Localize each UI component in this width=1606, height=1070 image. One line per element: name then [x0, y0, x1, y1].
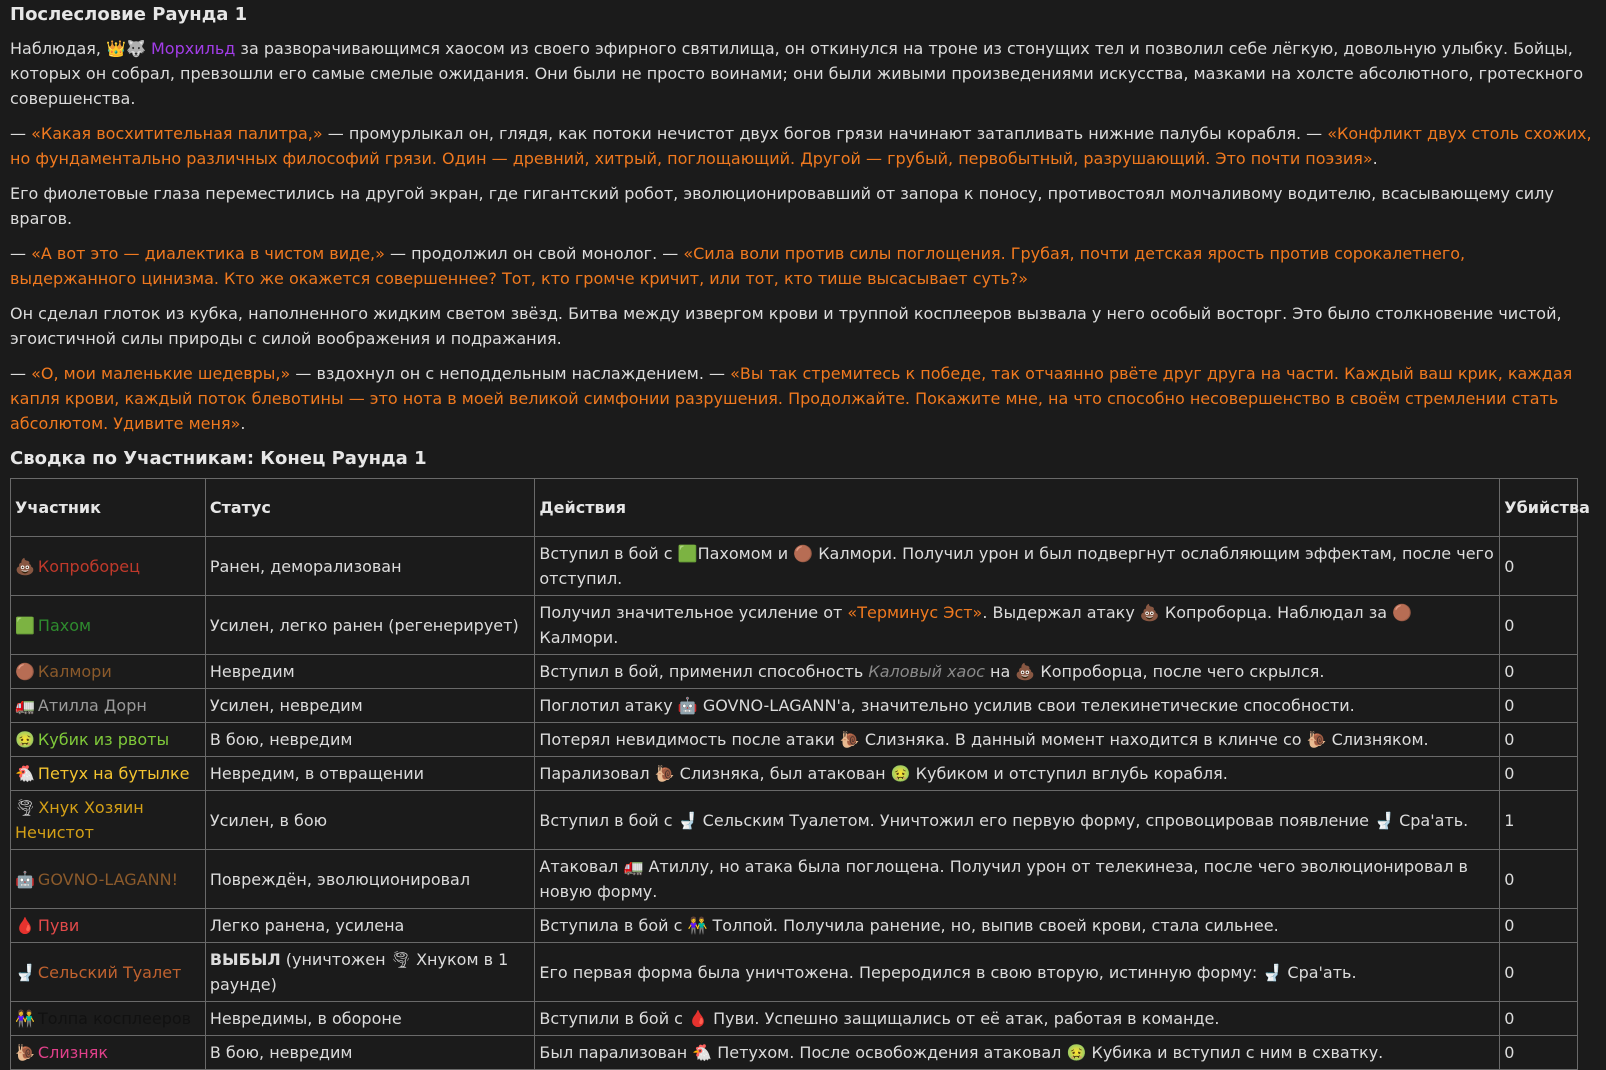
- participant-cell: [11, 1002, 206, 1036]
- table-row: [11, 689, 1578, 723]
- participant-cell: [11, 791, 206, 850]
- status-cell: [205, 943, 535, 1002]
- participant-cell: [11, 723, 206, 757]
- participant-name: Пуви: [37, 916, 80, 935]
- toilet-icon: 🚽: [15, 962, 35, 982]
- actions-cell: Вступил в бой с 🚽 Сельским Туалетом. Уничтожил его первую форму, спровоцировав появление 🚽 Сра'ать.: [535, 791, 1500, 850]
- actions-cell: Поглотил атаку 🤖 GOVNO-LAGANN'а, значительно усилив свои телекинетические способности.: [535, 689, 1500, 723]
- p2-quote-2: «Конфликт двух столь схожих, но фундаментально различных философий грязи. Один — древний, хитрый, поглощающий. Другой — грубый, первобытный, разрушающий. Это почти поэзия»: [10, 124, 1592, 168]
- table-row: [11, 850, 1578, 909]
- actions-cell: Атаковал 🚛 Атиллу, но атака была поглощена. Получил урон от телекинеза, после чего эволюционировал в новую форму.: [535, 850, 1500, 909]
- table-row: [11, 655, 1578, 689]
- table-row: [11, 596, 1578, 655]
- kills-cell: 0: [1500, 1036, 1578, 1070]
- tornado-icon: 🌪: [15, 798, 36, 817]
- p2-quote-1: «Какая восхитительная палитра,»: [31, 124, 323, 143]
- p4-quote-1: «А вот это — диалектика в чистом виде,»: [31, 244, 385, 263]
- kills-cell: 0: [1500, 943, 1578, 1002]
- status-cell: Повреждён, эволюционировал: [205, 850, 535, 909]
- participant-cell: [11, 537, 206, 596]
- snail-icon: 🐌: [15, 1043, 35, 1062]
- participant-cell: [11, 757, 206, 791]
- actions-text: на 💩 Копроборца, после чего скрылся.: [984, 662, 1325, 681]
- actions-text: Вступил в бой, применил способность: [539, 662, 869, 681]
- table-header-row: [11, 479, 1578, 537]
- kills-cell: 1: [1500, 791, 1578, 850]
- paragraph-6: [10, 361, 1596, 436]
- actions-text: Получил значительное усиление от: [539, 603, 848, 622]
- p6-text: — вздохнул он с неподдельным наслаждением. —: [290, 364, 731, 383]
- participant-name: Сельский Туалет: [37, 962, 182, 982]
- kills-cell: 0: [1500, 909, 1578, 943]
- actions-text: . Выдержал атаку 💩 Копроборца. Наблюдал за 🟤 Калмори.: [539, 603, 1413, 647]
- participant-name: Петух на бутылке: [37, 764, 190, 783]
- participant-name: GOVNO-LAGANN!: [37, 869, 178, 889]
- green-square-icon: 🟩: [15, 615, 35, 635]
- kills-cell: 0: [1500, 689, 1578, 723]
- paragraph-2: [10, 121, 1596, 171]
- p4-quote-2: «Сила воли против силы поглощения. Грубая, почти детская ярость против сорокалетнего, выдержанного цинизма. Кто же окажется совершеннее? Тот, кто громче кричит, или тот, кто тише высасывает суть?»: [10, 244, 1466, 288]
- poop-icon: 💩: [15, 556, 35, 576]
- kills-cell: 0: [1500, 757, 1578, 791]
- actions-cell: Был парализован 🐔 Петухом. После освобождения атаковал 🤢 Кубика и вступил с ним в схватку.: [535, 1036, 1500, 1070]
- status-cell: Усилен, легко ранен (регенерирует): [205, 596, 535, 655]
- participant-cell: [11, 655, 206, 689]
- truck-icon: 🚛: [15, 696, 35, 715]
- blood-drop-icon: 🩸: [15, 916, 35, 935]
- afterword-heading: Послесловие Раунда 1: [10, 4, 248, 25]
- p1-text-b: за разворачивающимся хаосом из своего эфирного святилища, он откинулся на троне из стонущих тел и позволил себе лёгкую, довольную улыбку. Бойцы, которых он собрал, превзошли его самые смелые ожидания. Они были не просто воинами; они были живыми произведениями искусства, мазками на холсте абсолютного, гротескного совершенства.: [10, 39, 1584, 108]
- p6-end: .: [240, 414, 246, 433]
- table-row: [11, 943, 1578, 1002]
- participant-name: Хнук Хозяин Нечистот: [15, 798, 144, 842]
- table-row: [11, 723, 1578, 757]
- actions-cell: [535, 655, 1500, 689]
- paragraph-3: Его фиолетовые глаза переместились на другой экран, где гигантский робот, эволюционировавший от запора к поносу, противостоял молчаливому водителю, всасывающему силу врагов.: [10, 184, 1554, 228]
- paragraph-1: [10, 36, 1596, 111]
- status-cell: В бою, невредим: [205, 1036, 535, 1070]
- table-row: [11, 1002, 1578, 1036]
- actions-cell: Вступили в бой с 🩸 Пуви. Успешно защищались от её атак, работая в команде.: [535, 1002, 1500, 1036]
- p2-dash: —: [10, 124, 32, 143]
- participant-cell: [11, 909, 206, 943]
- kills-cell: 0: [1500, 723, 1578, 757]
- kills-cell: 0: [1500, 596, 1578, 655]
- couple-icon: 👫: [15, 1009, 35, 1028]
- status-cell: Усилен, в бою: [205, 791, 535, 850]
- header-status: Статус: [205, 479, 535, 537]
- table-row: [11, 909, 1578, 943]
- eliminated-label: ВЫБЫЛ: [209, 950, 281, 969]
- p6-quote-1: «О, мои маленькие шедевры,»: [31, 364, 291, 383]
- table-row: [11, 1036, 1578, 1070]
- status-cell: Невредим, в отвращении: [205, 757, 535, 791]
- status-cell: В бою, невредим: [205, 723, 535, 757]
- p2-end: .: [1372, 149, 1378, 168]
- rooster-icon: 🐔: [15, 764, 35, 783]
- header-participant: Участник: [11, 479, 206, 537]
- actions-cell: Вступил в бой с 🟩Пахомом и 🟤 Калмори. Получил урон и был подвергнут ослабляющим эффектам, после чего отступил.: [535, 537, 1500, 596]
- brown-circle-icon: 🟤: [15, 662, 35, 681]
- status-text: (уничтожен 🌪 Хнуком в 1 раунде): [209, 950, 509, 994]
- header-actions: Действия: [535, 479, 1500, 537]
- participant-name: Копроборец: [37, 556, 141, 576]
- participant-name: Атилла Дорн: [37, 696, 147, 715]
- kills-cell: 0: [1500, 537, 1578, 596]
- table-body: [11, 537, 1578, 1070]
- kills-cell: 0: [1500, 850, 1578, 909]
- p4-text: — продолжил он свой монолог. —: [384, 244, 684, 263]
- participant-cell: [11, 689, 206, 723]
- status-cell: Легко ранена, усилена: [205, 909, 535, 943]
- kills-cell: 0: [1500, 1002, 1578, 1036]
- terminus-est-text: «Терминус Эст»: [847, 603, 983, 622]
- p6-quote-2: «Вы так стремитесь к победе, так отчаянно рвёте друг друга на части. Каждый ваш крик, каждая капля крови, каждый поток блевотины — это нота в моей великой симфонии разрушения. Продолжайте. Покажите мне, на что способно несовершенство в своём стремлении стать абсолютом. Удивите меня»: [10, 364, 1573, 433]
- table-row: [11, 791, 1578, 850]
- p6-dash: —: [10, 364, 32, 383]
- status-cell: Невредимы, в обороне: [205, 1002, 535, 1036]
- participant-name: Пахом: [37, 615, 92, 635]
- status-cell: Ранен, деморализован: [205, 537, 535, 596]
- header-kills: Убийства: [1500, 479, 1578, 537]
- paragraph-5: Он сделал глоток из кубка, наполненного жидким светом звёзд. Битва между извергом крови и труппой косплееров вызвала у него особый восторг. Это было столкновение чистой, эгоистичной силы природы с силой воображения и подражания.: [10, 304, 1562, 348]
- kills-cell: 0: [1500, 655, 1578, 689]
- participants-table: [10, 478, 1590, 1070]
- participant-name: Кубик из рвоты: [37, 730, 170, 749]
- nauseated-face-icon: 🤢: [15, 730, 35, 749]
- table-row: [11, 757, 1578, 791]
- participant-cell: [11, 1036, 206, 1070]
- p2-text: — промурлыкал он, глядя, как потоки нечистот двух богов грязи начинают затапливать нижние палубы корабля. —: [322, 124, 1328, 143]
- actions-cell: Парализовал 🐌 Слизняка, был атакован 🤢 Кубиком и отступил вглубь корабля.: [535, 757, 1500, 791]
- participant-name: Калмори: [37, 662, 112, 681]
- paragraph-4: [10, 241, 1596, 291]
- participant-name: Толпа косплееров: [37, 1009, 192, 1028]
- actions-cell: Вступила в бой с 👫 Толпой. Получила ранение, но, выпив своей крови, стала сильнее.: [535, 909, 1500, 943]
- status-cell: Невредим: [205, 655, 535, 689]
- ability-name: Каловый хаос: [868, 662, 985, 681]
- participant-cell: [11, 596, 206, 655]
- summary-heading: Сводка по Участникам: Конец Раунда 1: [10, 448, 427, 469]
- actions-cell: [535, 596, 1500, 655]
- p1-text-a: Наблюдая, 👑🐺: [10, 39, 151, 58]
- morhild-name: Морхильд: [151, 39, 236, 58]
- actions-cell: Его первая форма была уничтожена. Переродился в свою вторую, истинную форму: 🚽 Сра'ать.: [535, 943, 1500, 1002]
- robot-icon: 🤖: [15, 869, 35, 889]
- participant-name: Слизняк: [37, 1043, 108, 1062]
- table-row: [11, 537, 1578, 596]
- participant-cell: [11, 943, 206, 1002]
- p4-dash: —: [10, 244, 32, 263]
- participant-cell: [11, 850, 206, 909]
- actions-cell: Потерял невидимость после атаки 🐌 Слизняка. В данный момент находится в клинче со 🐌 Слизняком.: [535, 723, 1500, 757]
- status-cell: Усилен, невредим: [205, 689, 535, 723]
